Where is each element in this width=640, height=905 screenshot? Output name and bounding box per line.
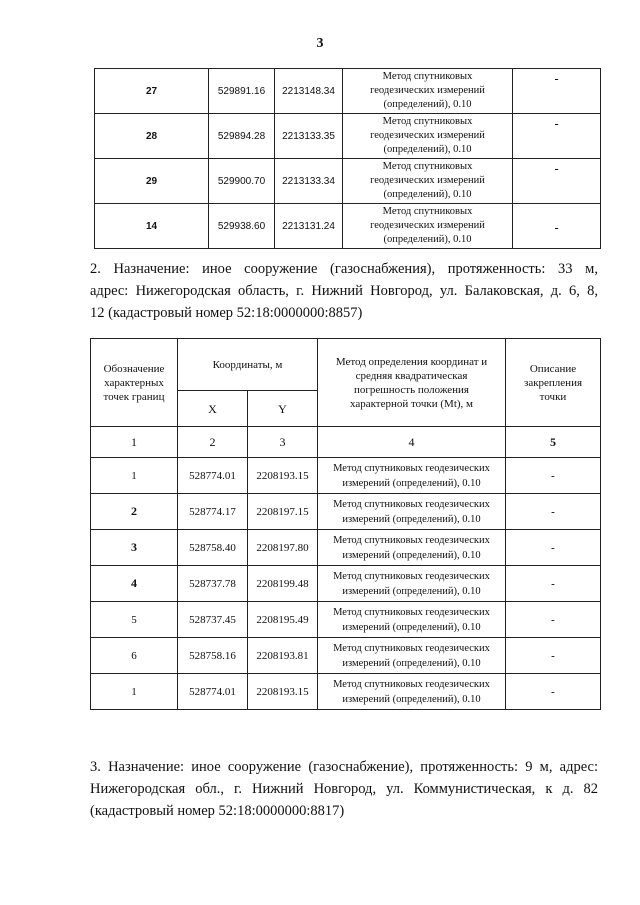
method-line: Метод спутниковых геодезических [333, 462, 490, 474]
header-method-line: Метод определения координат и [335, 355, 488, 368]
method-line: (определений), 0.10 [383, 189, 472, 200]
method-cell [318, 530, 506, 566]
point-number: 2 [91, 494, 178, 530]
coord-x: 529900.70 [209, 159, 275, 204]
coord-y: 2208193.15 [248, 674, 318, 710]
fixing-description: - [513, 69, 601, 114]
header-method-line: погрешность положения [354, 383, 469, 396]
paragraph-line: 3. Назначение: иное сооружение (газоснабжение), протяженность: 9 м, адрес: [90, 759, 598, 775]
method-line: измерений (определений), 0.10 [342, 549, 481, 561]
table-row [95, 114, 601, 159]
point-number: 6 [91, 638, 178, 674]
section-2-description [90, 258, 598, 324]
coord-x: 528758.40 [178, 530, 248, 566]
method-line: Метод спутниковых геодезических [333, 642, 490, 654]
header-designation-line: характерных [104, 376, 164, 389]
method-line: Метод спутниковых [382, 116, 473, 127]
fixing-description: - [506, 638, 601, 674]
method-line: геодезических измерений [370, 175, 485, 186]
header-method-line: характерной точки (Mt), м [349, 397, 474, 410]
method-line: Метод спутниковых геодезических [333, 606, 490, 618]
method-line: Метод спутниковых [382, 71, 473, 82]
method-line: Метод спутниковых геодезических [333, 534, 490, 546]
point-number: 27 [95, 69, 209, 114]
fixing-description: - [513, 204, 601, 249]
method-line: (определений), 0.10 [383, 234, 472, 245]
header-y: Y [248, 391, 318, 427]
method-line: измерений (определений), 0.10 [342, 585, 481, 597]
point-number: 4 [91, 566, 178, 602]
column-index: 5 [506, 427, 601, 458]
header-designation [91, 339, 178, 427]
paragraph-line: 2. Назначение: иное сооружение (газоснабжения), протяженность: 33 м, [90, 261, 598, 277]
table-row [91, 458, 601, 494]
header-description-line: закрепления [523, 376, 583, 389]
method-line: Метод спутниковых геодезических [333, 498, 490, 510]
method-cell [318, 602, 506, 638]
point-number: 1 [91, 674, 178, 710]
coord-y: 2213148.34 [275, 69, 343, 114]
method-line: Метод спутниковых [382, 161, 473, 172]
method-line: измерений (определений), 0.10 [342, 657, 481, 669]
method-line: Метод спутниковых геодезических [333, 570, 490, 582]
method-cell [318, 638, 506, 674]
fixing-description: - [513, 159, 601, 204]
table-row [95, 69, 601, 114]
header-description [506, 339, 601, 427]
fixing-description: - [506, 458, 601, 494]
fixing-description: - [506, 602, 601, 638]
column-index-row [91, 427, 601, 458]
method-line: (определений), 0.10 [383, 144, 472, 155]
page-number: 3 [316, 36, 324, 51]
coord-y: 2208197.15 [248, 494, 318, 530]
method-cell [343, 69, 513, 114]
method-line: (определений), 0.10 [383, 99, 472, 110]
method-line: Метод спутниковых [382, 206, 473, 217]
method-cell [318, 494, 506, 530]
header-description-line: Описание [529, 362, 577, 375]
fixing-description: - [506, 494, 601, 530]
method-line: измерений (определений), 0.10 [342, 513, 481, 525]
table-row [91, 566, 601, 602]
method-line: измерений (определений), 0.10 [342, 477, 481, 489]
coord-x: 529894.28 [209, 114, 275, 159]
coord-x: 529891.16 [209, 69, 275, 114]
paragraph-line: (кадастровый номер 52:18:0000000:8817) [90, 803, 345, 819]
column-index: 1 [91, 427, 178, 458]
table-row [95, 204, 601, 249]
coord-x: 528774.17 [178, 494, 248, 530]
method-cell [343, 204, 513, 249]
table-row [91, 602, 601, 638]
point-number: 3 [91, 530, 178, 566]
point-number: 14 [95, 204, 209, 249]
paragraph-line: 12 (кадастровый номер 52:18:0000000:8857) [90, 305, 363, 321]
fixing-description: - [506, 566, 601, 602]
coord-x: 528774.01 [178, 674, 248, 710]
coord-y: 2213131.24 [275, 204, 343, 249]
header-designation-line: Обозначение [103, 362, 165, 375]
method-line: геодезических измерений [370, 85, 485, 96]
fixing-description: - [513, 114, 601, 159]
paragraph-line: Нижегородская обл., г. Нижний Новгород, ул. Коммунистическая, к д. 82 [90, 781, 598, 797]
header-description-line: точки [539, 390, 567, 403]
table-row [95, 159, 601, 204]
coord-x: 528758.16 [178, 638, 248, 674]
point-number: 29 [95, 159, 209, 204]
header-designation-line: точек границ [103, 390, 165, 403]
coord-y: 2208193.15 [248, 458, 318, 494]
coord-x: 528737.78 [178, 566, 248, 602]
method-line: измерений (определений), 0.10 [342, 693, 481, 705]
coordinates-table-continued [94, 68, 601, 249]
coord-y: 2213133.35 [275, 114, 343, 159]
column-index: 2 [178, 427, 248, 458]
coord-y: 2208199.48 [248, 566, 318, 602]
header-method [318, 339, 506, 427]
coordinates-table-section-2 [90, 338, 601, 710]
method-line: геодезических измерений [370, 130, 485, 141]
method-line: измерений (определений), 0.10 [342, 621, 481, 633]
method-line: Метод спутниковых геодезических [333, 678, 490, 690]
section-3-description [90, 756, 598, 822]
table-row [91, 638, 601, 674]
point-number: 1 [91, 458, 178, 494]
header-method-line: средняя квадратическая [355, 369, 468, 382]
paragraph-line: адрес: Нижегородская область, г. Нижний Новгород, ул. Балаковская, д. 6, 8, [90, 283, 598, 299]
point-number: 5 [91, 602, 178, 638]
method-cell [343, 159, 513, 204]
coord-x: 528737.45 [178, 602, 248, 638]
header-coordinates: Координаты, м [178, 339, 318, 391]
method-cell [318, 458, 506, 494]
column-index: 4 [318, 427, 506, 458]
column-index: 3 [248, 427, 318, 458]
coord-y: 2213133.34 [275, 159, 343, 204]
method-cell [343, 114, 513, 159]
coord-x: 528774.01 [178, 458, 248, 494]
coord-y: 2208193.81 [248, 638, 318, 674]
method-cell [318, 566, 506, 602]
table-row [91, 494, 601, 530]
method-cell [318, 674, 506, 710]
coord-x: 529938.60 [209, 204, 275, 249]
coord-y: 2208195.49 [248, 602, 318, 638]
method-line: геодезических измерений [370, 220, 485, 231]
point-number: 28 [95, 114, 209, 159]
fixing-description: - [506, 674, 601, 710]
table-row [91, 530, 601, 566]
fixing-description: - [506, 530, 601, 566]
coord-y: 2208197.80 [248, 530, 318, 566]
table-row [91, 674, 601, 710]
header-x: X [178, 391, 248, 427]
